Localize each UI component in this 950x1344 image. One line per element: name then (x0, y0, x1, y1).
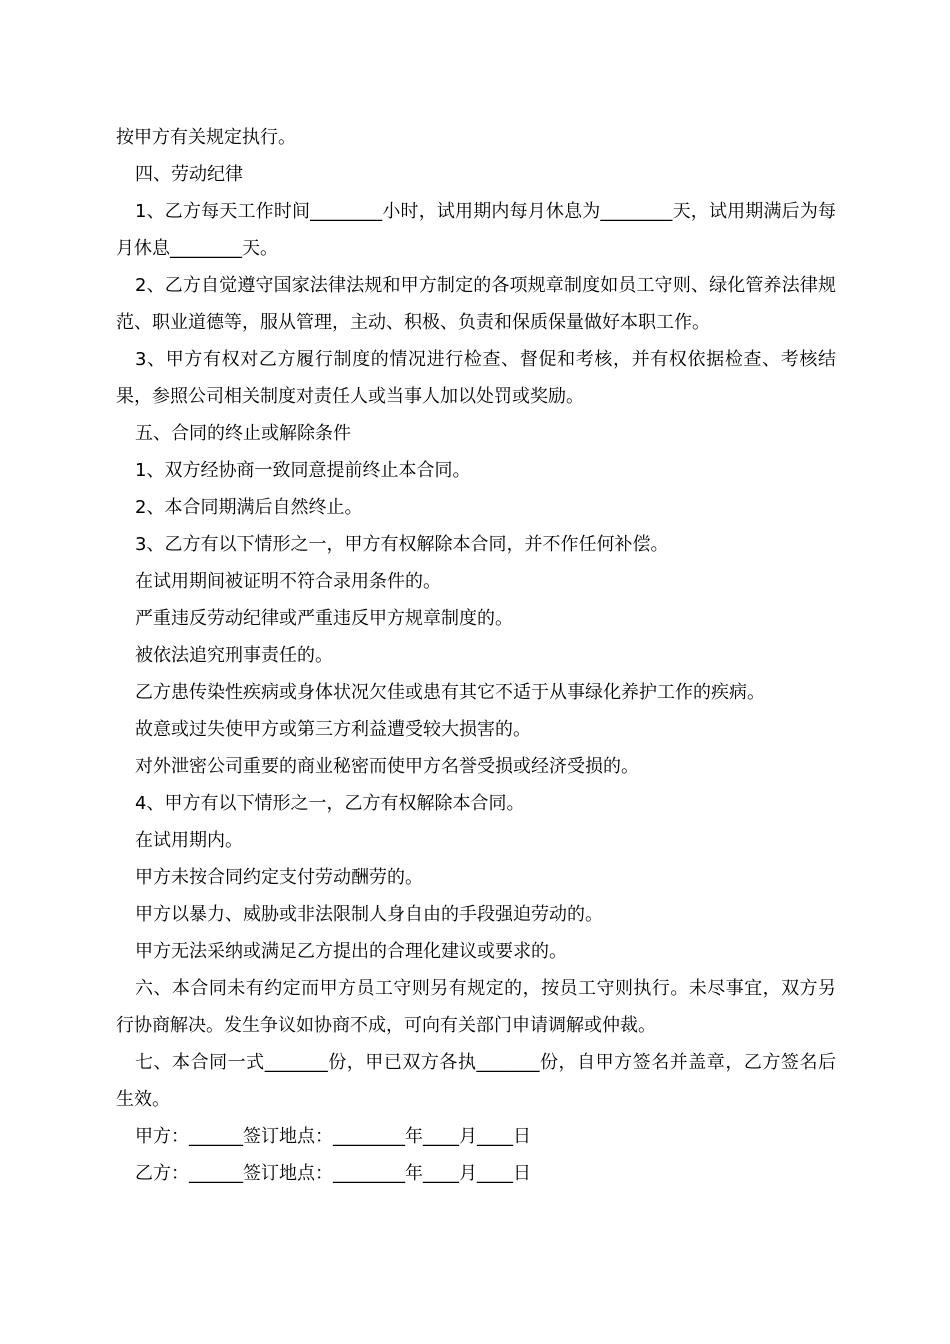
clause-compliance: 2、乙方自觉遵守国家法律法规和甲方制定的各项规章制度如员工守则、绿化管养法律规范、职业道德等，服从管理，主动、积极、负责和保质保量做好本职工作。 (116, 275, 836, 333)
clause-mutual-termination: 1、双方经协商一致同意提前终止本合同。 (135, 460, 471, 481)
list-item: 乙方患传染性疾病或身体状况欠佳或患有其它不适于从事绿化养护工作的疾病。 (135, 682, 765, 703)
clause-copies: 七、本合同一式_______份，甲已双方各执_______份，自甲方签名并盖章，乙方签名后生效。 (116, 1052, 836, 1110)
list-item: 被依法追究刑事责任的。 (135, 645, 333, 666)
clause-party-b-rights: 4、甲方有以下情形之一，乙方有权解除本合同。 (135, 793, 525, 814)
list-item: 甲方无法采纳或满足乙方提出的合理化建议或要求的。 (135, 941, 567, 962)
document-body (116, 119, 836, 1192)
signature-line-party-b: 乙方：______签订地点：________年____月____日 (135, 1163, 531, 1184)
section-heading-termination: 五、合同的终止或解除条件 (135, 423, 351, 444)
clause-natural-termination: 2、本合同期满后自然终止。 (135, 497, 363, 518)
list-item: 甲方以暴力、威胁或非法限制人身自由的手段强迫劳动的。 (135, 904, 603, 925)
list-item: 故意或过失使甲方或第三方利益遭受较大损害的。 (135, 719, 531, 740)
clause-party-a-rights: 3、乙方有以下情形之一，甲方有权解除本合同，并不作任何补偿。 (135, 534, 669, 555)
signature-line-party-a: 甲方：______签订地点：________年____月____日 (135, 1126, 531, 1147)
clause-working-hours: 1、乙方每天工作时间________小时，试用期内每月休息为________天，试用期满后为每月休息________天。 (116, 201, 836, 259)
section-heading-labor-discipline: 四、劳动纪律 (135, 164, 243, 185)
list-item: 严重违反劳动纪律或严重违反甲方规章制度的。 (135, 608, 513, 629)
list-item: 在试用期内。 (135, 830, 243, 851)
clause-inspection: 3、甲方有权对乙方履行制度的情况进行检查、督促和考核，并有权依据检查、考核结果，参照公司相关制度对责任人或当事人加以处罚或奖励。 (116, 349, 836, 407)
list-item: 甲方未按合同约定支付劳动酬劳的。 (135, 867, 423, 888)
paragraph-continuation: 按甲方有关规定执行。 (116, 127, 296, 148)
list-item: 对外泄密公司重要的商业秘密而使甲方名誉受损或经济受损的。 (135, 756, 639, 777)
clause-other-rules: 六、本合同未有约定而甲方员工守则另有规定的，按员工守则执行。未尽事宜，双方另行协商解决。发生争议如协商不成，可向有关部门申请调解或仲裁。 (116, 978, 836, 1036)
list-item: 在试用期间被证明不符合录用条件的。 (135, 571, 441, 592)
